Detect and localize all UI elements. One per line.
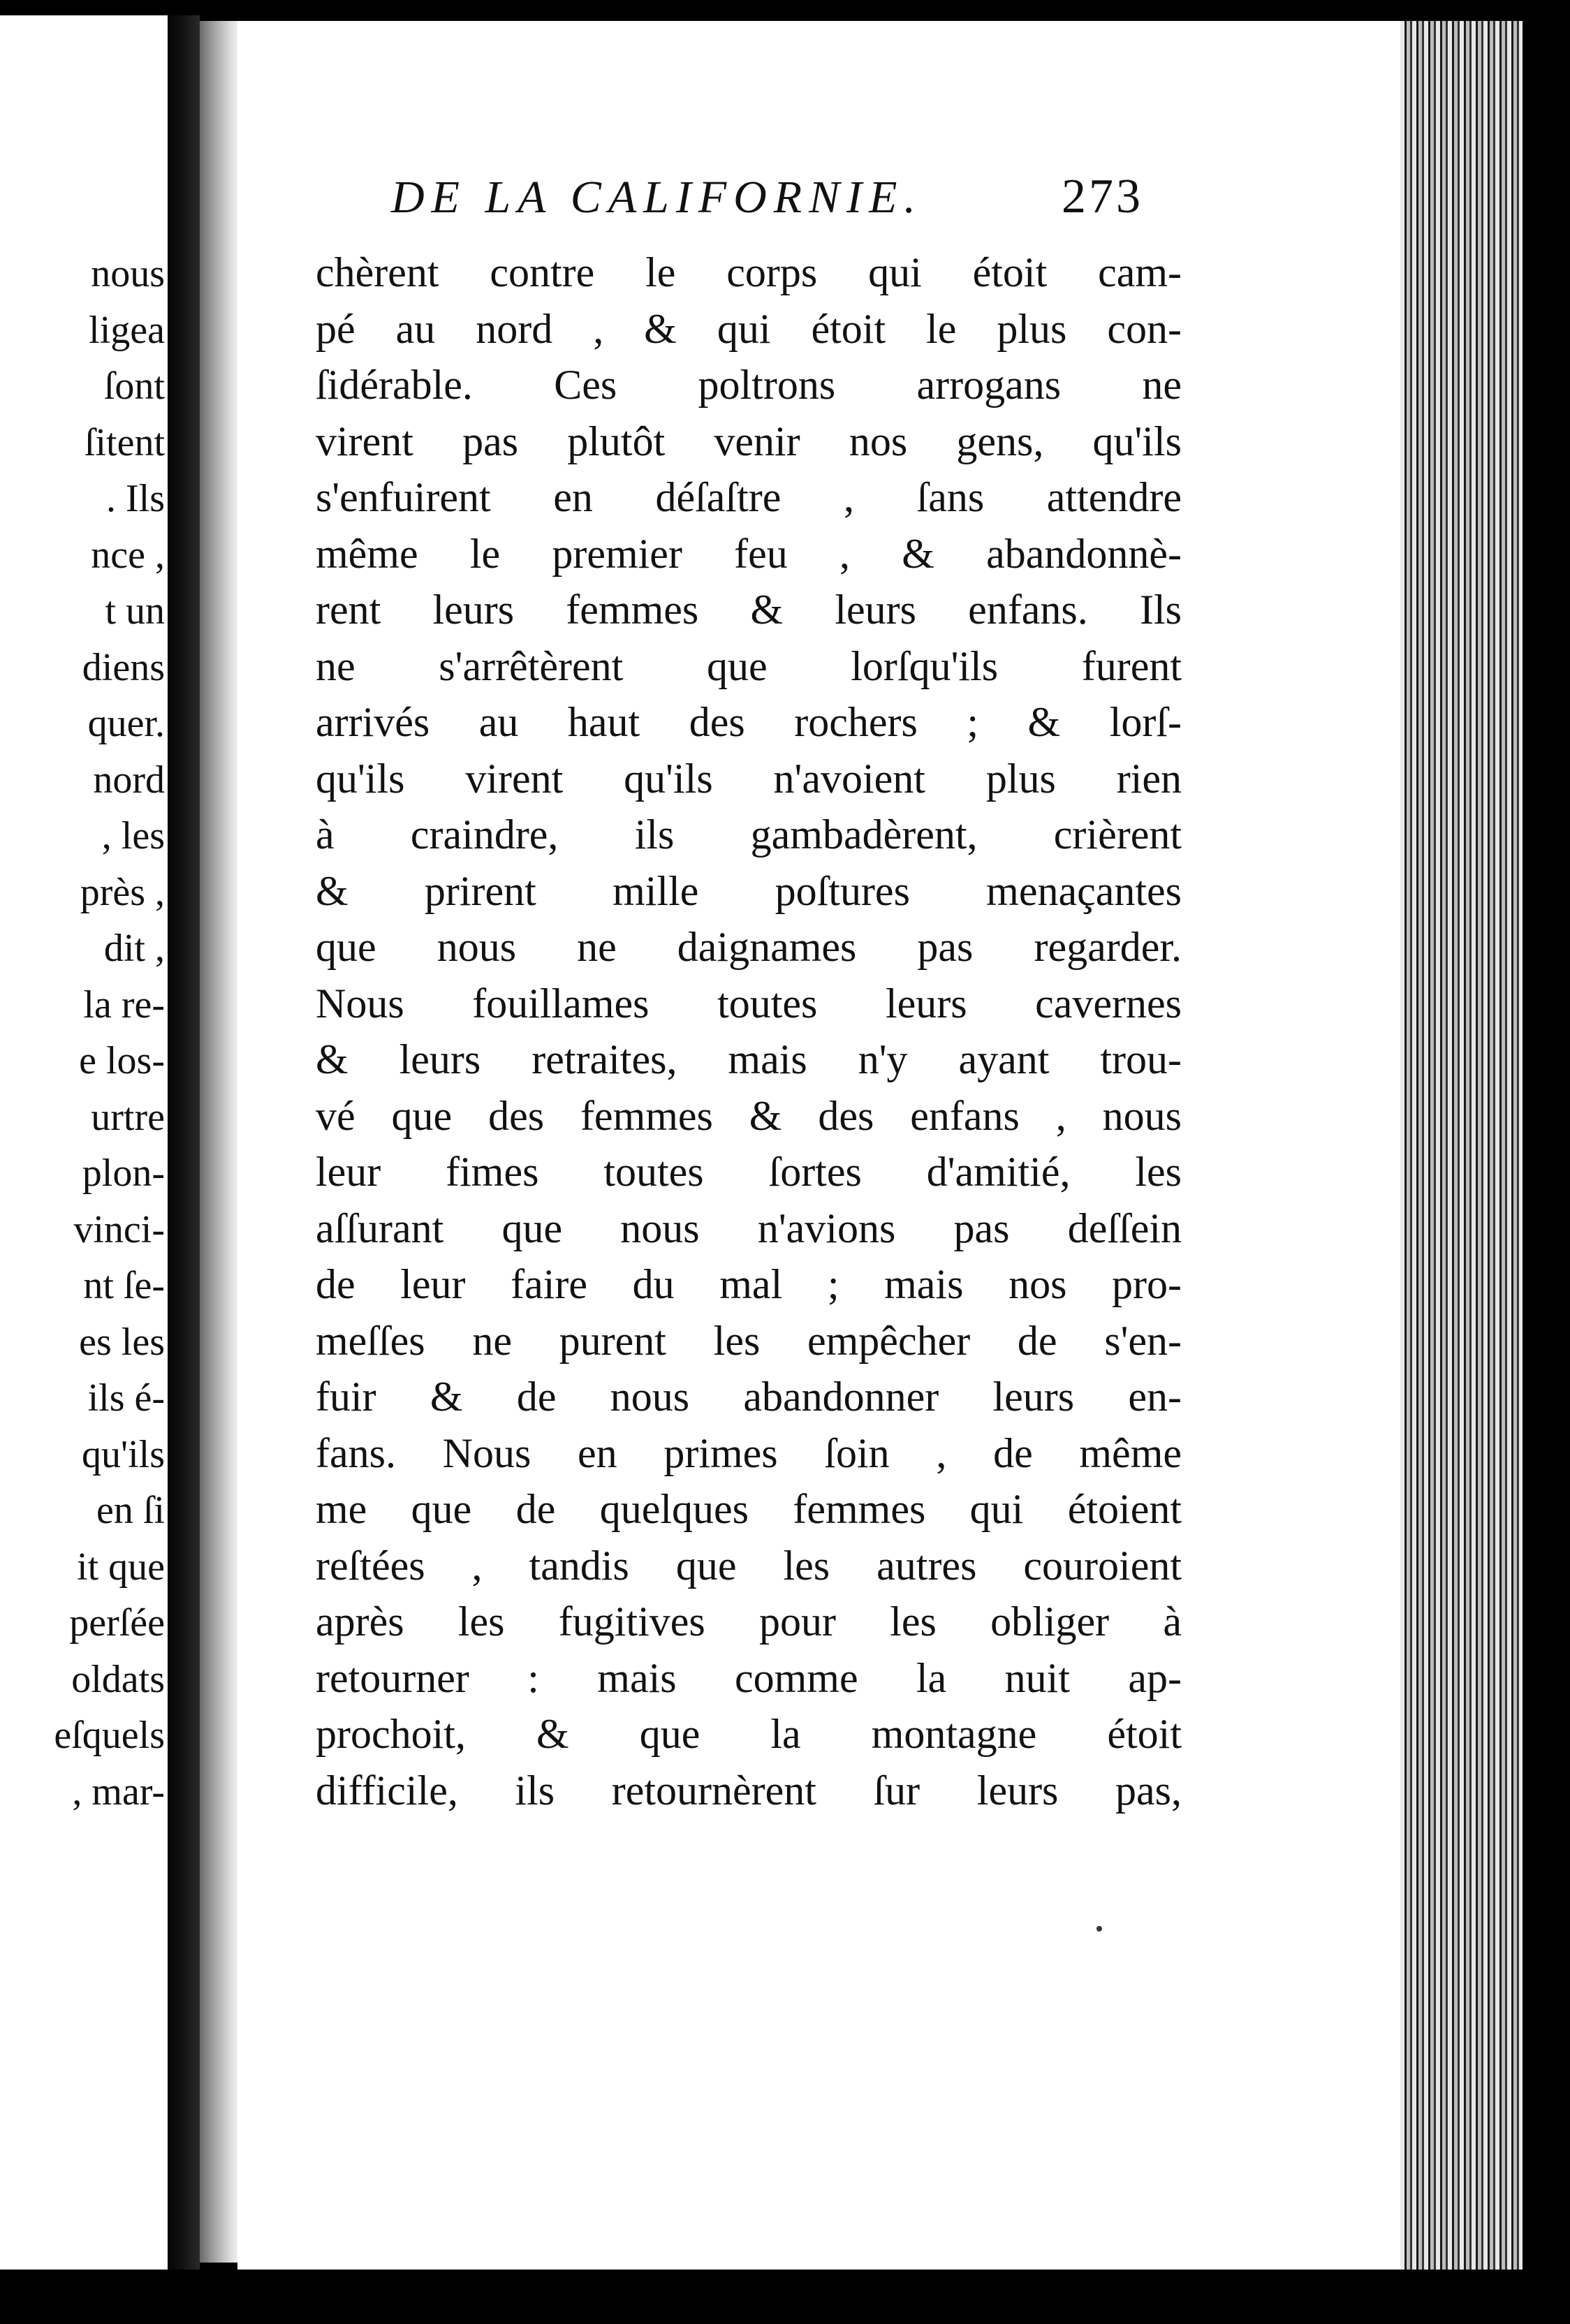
text-line: Nous fouillames toutes leurs cavernes <box>316 980 1182 1027</box>
page-body-text <box>316 244 1182 1818</box>
text-line: fans. Nous en primes ſoin , de même <box>316 1429 1182 1476</box>
text-line-fragment: oldats <box>71 1657 165 1701</box>
text-line-fragment: ils é- <box>87 1376 165 1420</box>
text-line-fragment: , mar- <box>72 1770 165 1814</box>
ink-speck <box>1096 1926 1102 1932</box>
text-line-fragment: . Ils <box>106 477 165 520</box>
gutter-shadow <box>200 21 242 2263</box>
text-line: s'enfuirent en déſaſtre , ſans attendre <box>316 474 1182 520</box>
bottom-border <box>0 2270 1570 2324</box>
text-line-fragment: ſitent <box>84 420 165 464</box>
text-line-fragment: dit , <box>103 927 165 970</box>
text-line: me que de quelques femmes qui étoient <box>316 1486 1182 1532</box>
text-line-fragment: ligea <box>89 308 165 352</box>
text-line-fragment: nt ſe- <box>83 1264 165 1307</box>
text-line-fragment: vinci- <box>73 1207 165 1251</box>
text-line: difficile, ils retournèrent ſur leurs pas, <box>316 1767 1182 1814</box>
text-line: & prirent mille poſtures menaçantes <box>316 867 1182 914</box>
page-stack-edges <box>1400 21 1540 2283</box>
text-line-fragment: urtre <box>91 1095 165 1139</box>
text-line: leur fimes toutes ſortes d'amitié, les <box>316 1149 1182 1195</box>
text-line: meſſes ne purent les empêcher de s'en- <box>316 1317 1182 1364</box>
text-line-fragment: la re- <box>83 983 165 1027</box>
text-line-fragment: quer. <box>87 702 165 745</box>
text-line: qu'ils virent qu'ils n'avoient plus rien <box>316 755 1182 802</box>
text-line-fragment: nous <box>91 252 165 295</box>
page-number: 273 <box>1062 170 1143 223</box>
text-line-fragment: près , <box>80 870 165 914</box>
text-line: virent pas plutôt venir nos gens, qu'ils <box>316 418 1182 464</box>
text-line: même le premier feu , & abandonnè- <box>316 530 1182 577</box>
text-line: chèrent contre le corps qui étoit cam- <box>316 249 1182 295</box>
text-line-fragment: plon- <box>82 1152 165 1195</box>
text-line-fragment: diens <box>82 645 165 689</box>
text-line: retourner : mais comme la nuit ap- <box>316 1654 1182 1701</box>
text-line: de leur faire du mal ; mais nos pro- <box>316 1261 1182 1307</box>
text-line: prochoit, & que la montagne étoit <box>316 1711 1182 1757</box>
text-line: à craindre, ils gambadèrent, crièrent <box>316 811 1182 858</box>
current-page <box>237 21 1400 2270</box>
text-line: ne s'arrêtèrent que lorſqu'ils furent <box>316 642 1182 689</box>
text-line-fragment: , les <box>101 814 165 858</box>
text-line-fragment: e los- <box>79 1039 165 1082</box>
text-line: après les fugitives pour les obliger à <box>316 1598 1182 1645</box>
text-line-fragment: ſont <box>103 365 165 408</box>
text-line: reſtées , tandis que les autres couroient <box>316 1542 1182 1589</box>
text-line-fragment: perſée <box>69 1601 165 1645</box>
text-line-fragment: es les <box>79 1320 165 1364</box>
text-line-fragment: en ſi <box>96 1489 165 1532</box>
text-line: ſidérable. Ces poltrons arrogans ne <box>316 362 1182 408</box>
text-line-fragment: it que <box>77 1545 165 1589</box>
text-line: aſſurant que nous n'avions pas deſſein <box>316 1205 1182 1251</box>
text-line-fragment: eſquels <box>54 1714 165 1757</box>
text-line-fragment: t un <box>105 589 165 633</box>
previous-page <box>0 15 168 2271</box>
text-line: vé que des femmes & des enfans , nous <box>316 1092 1182 1139</box>
previous-page-text <box>0 246 165 1820</box>
text-line-fragment: nce , <box>91 533 165 577</box>
text-line: pé au nord , & qui étoit le plus con- <box>316 305 1182 352</box>
text-line: rent leurs femmes & leurs enfans. Ils <box>316 587 1182 633</box>
gutter <box>168 15 200 2278</box>
text-line: fuir & de nous abandonner leurs en- <box>316 1374 1182 1420</box>
text-line: arrivés au haut des rochers ; & lorſ- <box>316 699 1182 745</box>
text-line: & leurs retraites, mais n'y ayant trou- <box>316 1036 1182 1082</box>
text-line: que nous ne daignames pas regarder. <box>316 924 1182 970</box>
text-line-fragment: nord <box>93 758 165 802</box>
edge-shadow <box>1523 21 1570 2324</box>
running-head: DE LA CALIFORNIE. <box>391 172 923 223</box>
text-line-fragment: qu'ils <box>82 1432 165 1476</box>
